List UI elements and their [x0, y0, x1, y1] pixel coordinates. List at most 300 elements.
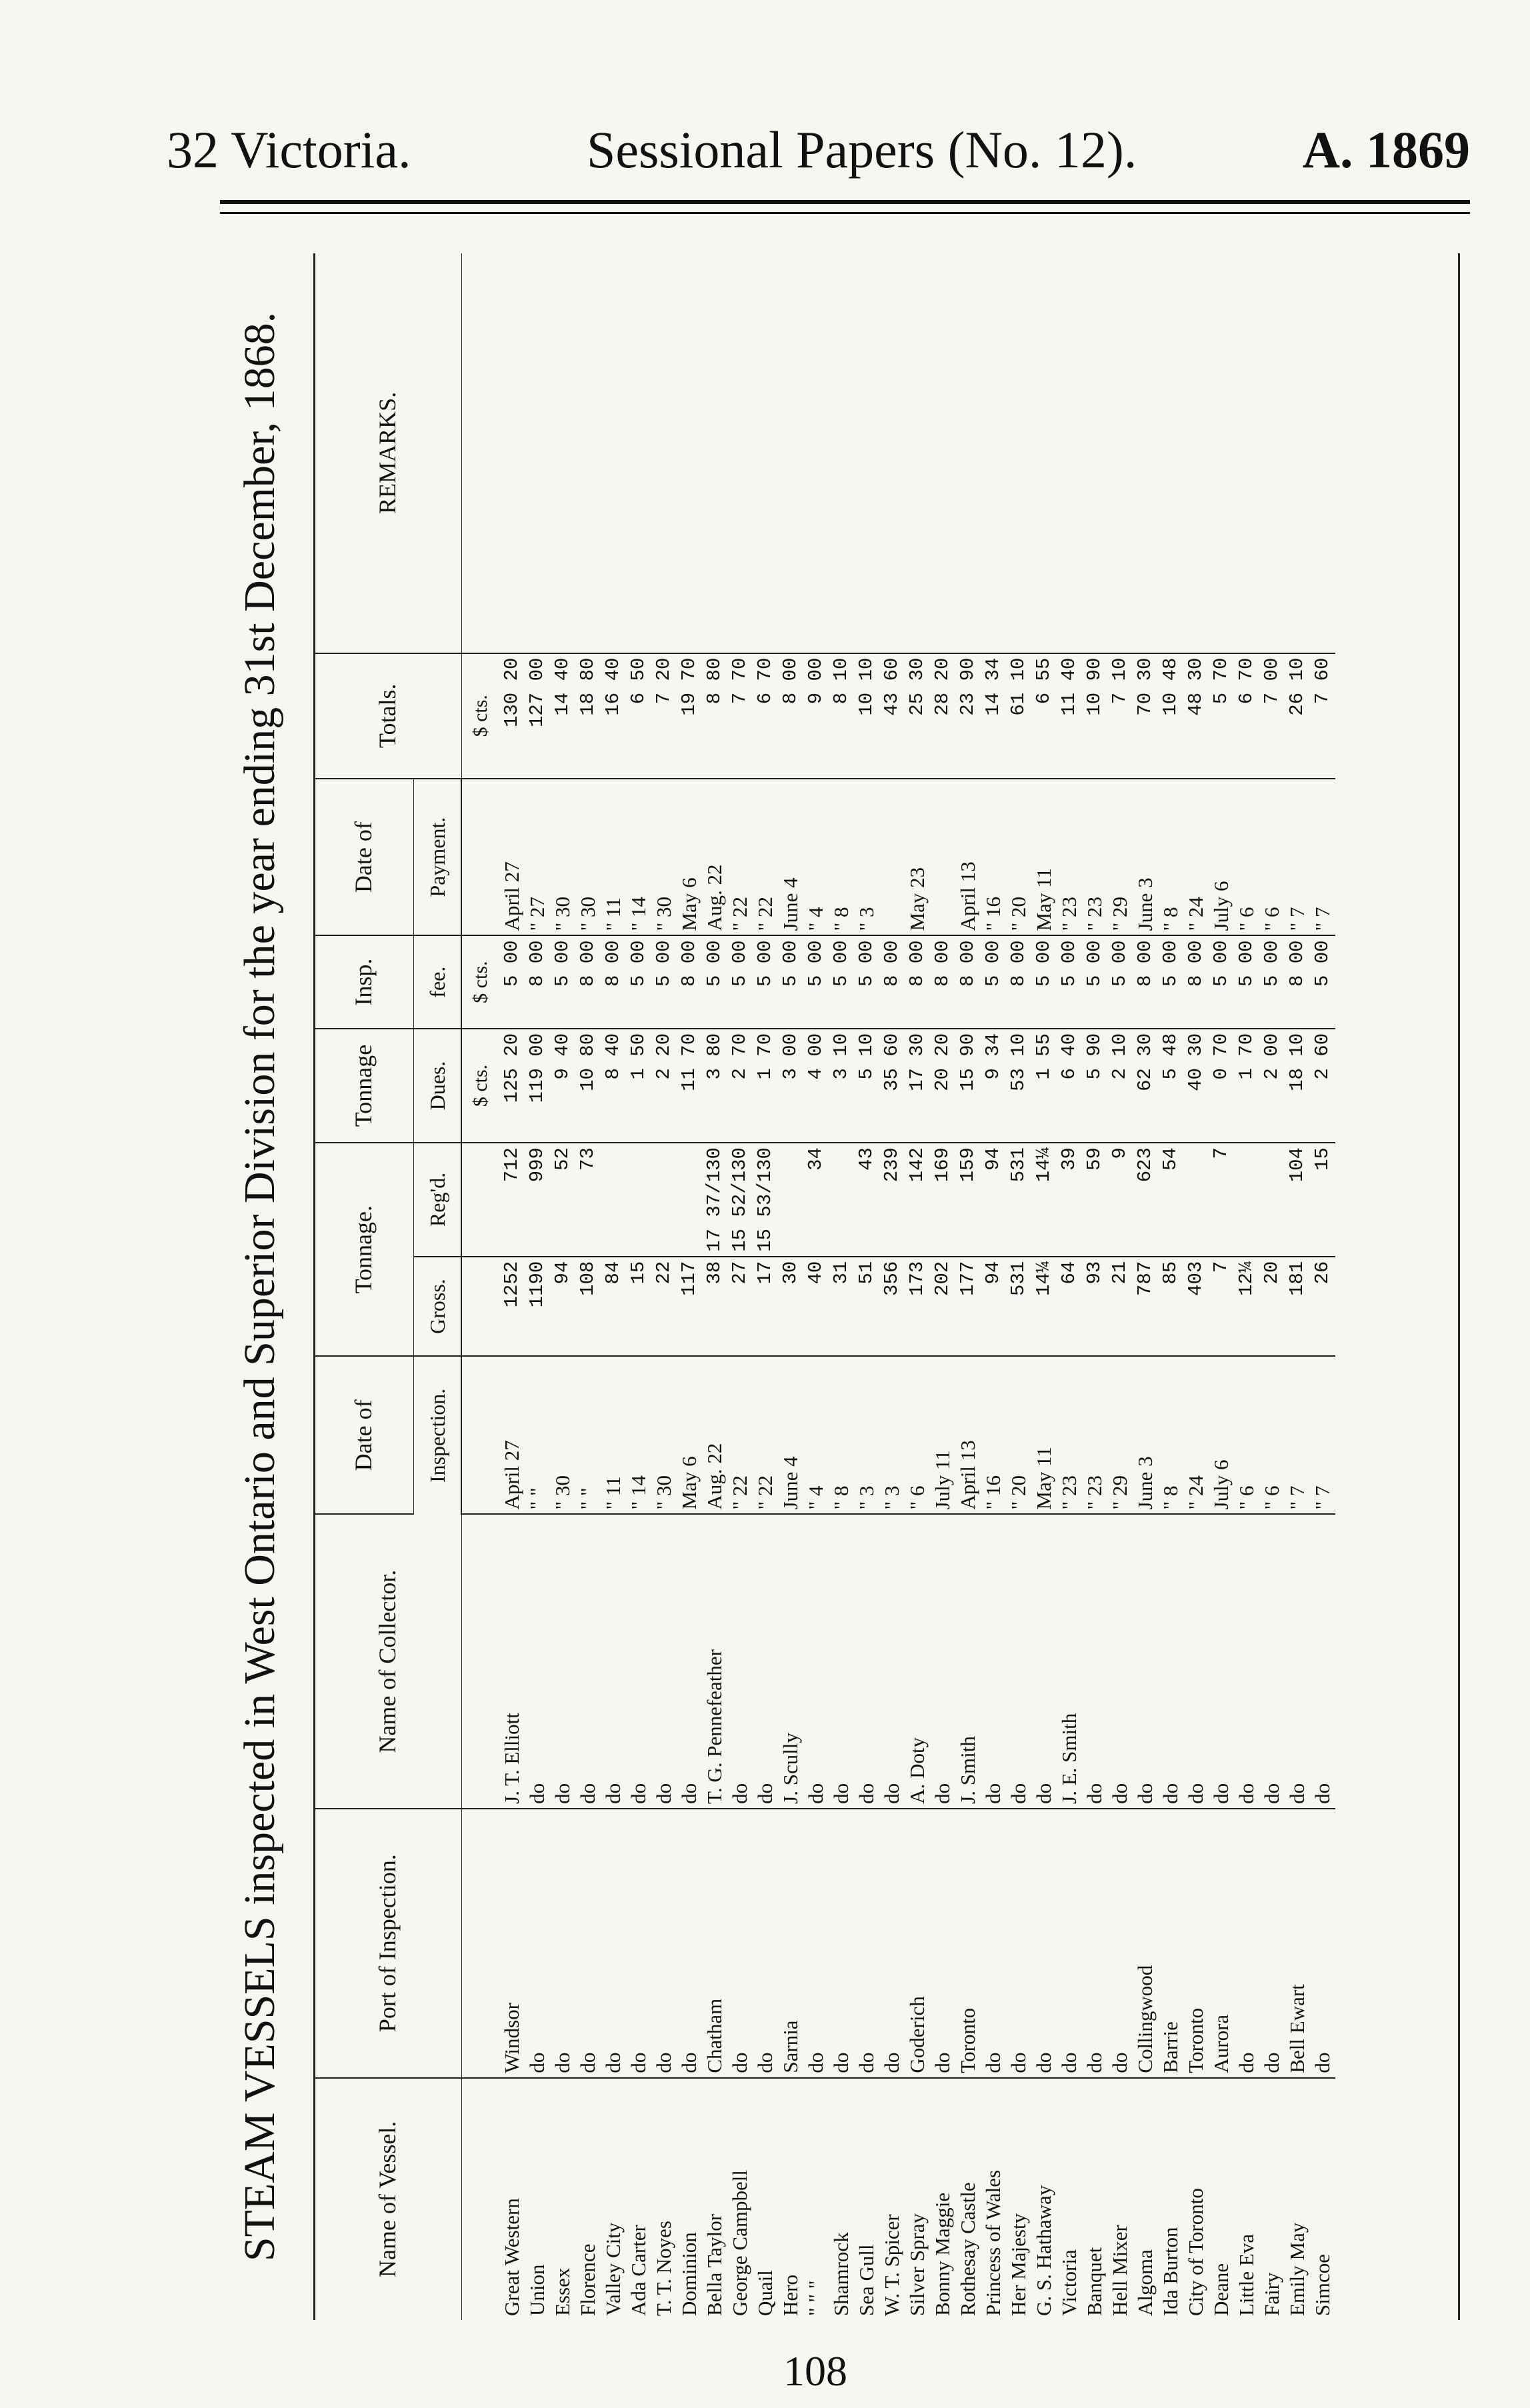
cell-remarks	[1133, 253, 1158, 653]
cell-total: 7 70	[727, 653, 753, 779]
cell-regd: 15	[1310, 1143, 1335, 1257]
cell-total: 130 20	[499, 653, 525, 779]
table-row	[1082, 253, 1107, 2320]
cell-vessel: Banquet	[1083, 2247, 1106, 2316]
cell-dues: 2 70	[727, 1029, 753, 1143]
cell-port: do	[1310, 1809, 1335, 2078]
cell-payment-date: May 23	[905, 779, 930, 936]
cell-inspection-date: " 11	[601, 1356, 626, 1514]
cell-inspection-date: " 22	[753, 1356, 778, 1514]
cell-port: Windsor	[499, 1809, 525, 2078]
cell-port: do	[753, 1809, 778, 2078]
cell-gross: 403	[1183, 1257, 1209, 1357]
cell-remarks	[1107, 253, 1133, 653]
cell-dues: 11 70	[677, 1029, 702, 1143]
cell-inspection-date: " 8	[829, 1356, 854, 1514]
cell-payment-date: June 3	[1133, 779, 1158, 936]
cell-dues: 5 90	[1082, 1029, 1107, 1143]
cell-gross: 94	[981, 1257, 1006, 1357]
cell-port: do	[1082, 1809, 1107, 2078]
cell-port: do	[575, 1809, 601, 2078]
cell-fee: 5 00	[981, 935, 1006, 1028]
cell-fee: 5 00	[1082, 935, 1107, 1028]
cell-inspection-date: " 6	[905, 1356, 930, 1514]
cell-regd: 17 37/130	[702, 1143, 727, 1257]
header-left: 32 Victoria.	[167, 121, 411, 179]
cell-inspection-date: " 7	[1285, 1356, 1310, 1514]
cell-dues: 125 20	[499, 1029, 525, 1143]
cell-vessel: Dominion	[677, 2232, 701, 2316]
cell-fee: 8 00	[905, 935, 930, 1028]
cell-fee: 8 00	[1133, 935, 1158, 1028]
cell-collector: A. Doty	[905, 1514, 930, 1808]
cell-remarks	[955, 253, 981, 653]
cell-port: do	[727, 1809, 753, 2078]
col-inspection: Inspection.	[414, 1356, 462, 1514]
cell-fee: 8 00	[1183, 935, 1209, 1028]
table-row	[778, 253, 803, 2320]
cell-vessel: Deane	[1209, 2263, 1233, 2316]
cell-fee: 5 00	[1234, 935, 1259, 1028]
cell-regd: 15 52/130	[727, 1143, 753, 1257]
cell-vessel: Hero	[779, 2275, 802, 2316]
table-title: STEAM VESSELS inspected in West Ontario and Superior Division for the year ending 31st December, 1868.	[235, 311, 284, 2262]
cell-gross: 30	[778, 1257, 803, 1357]
rotated-table-area	[220, 253, 1473, 2320]
cell-vessel: Her Majesty	[1007, 2213, 1030, 2316]
cell-port: Sarnia	[778, 1809, 803, 2078]
cell-payment-date: " 3	[854, 779, 879, 936]
cell-gross: 38	[702, 1257, 727, 1357]
cell-vessel: Bonny Maggie	[931, 2192, 954, 2316]
cell-payment-date: " 30	[575, 779, 601, 936]
cell-total: 10 90	[1082, 653, 1107, 779]
cell-collector: J. E. Smith	[1057, 1514, 1082, 1808]
table-row	[879, 253, 905, 2320]
cell-port: Chatham	[702, 1809, 727, 2078]
cell-inspection-date: " 23	[1057, 1356, 1082, 1514]
cell-payment-date: " 30	[550, 779, 575, 936]
cell-gross: 181	[1285, 1257, 1310, 1357]
cell-gross: 787	[1133, 1257, 1158, 1357]
cell-remarks	[525, 253, 550, 653]
cell-total: 25 30	[905, 653, 930, 779]
cell-vessel: Ida Burton	[1159, 2227, 1182, 2316]
cell-collector: do	[879, 1514, 905, 1808]
cell-regd: 73	[575, 1143, 601, 1257]
cell-remarks	[626, 253, 651, 653]
table-row	[905, 253, 930, 2320]
cell-vessel: Shamrock	[829, 2232, 853, 2316]
cell-total: 7 00	[1259, 653, 1285, 779]
cell-fee: 5 00	[727, 935, 753, 1028]
cell-inspection-date: June 4	[778, 1356, 803, 1514]
cell-payment-date: April 13	[955, 779, 981, 936]
cell-remarks	[753, 253, 778, 653]
cell-dues: 17 30	[905, 1029, 930, 1143]
cell-fee: 5 00	[803, 935, 829, 1028]
table-row	[1006, 253, 1031, 2320]
cell-collector: do	[854, 1514, 879, 1808]
cell-dues: 8 40	[601, 1029, 626, 1143]
cell-payment-date: " 27	[525, 779, 550, 936]
cell-remarks	[575, 253, 601, 653]
cell-vessel: Victoria	[1057, 2249, 1081, 2316]
cell-payment-date: " 7	[1285, 779, 1310, 936]
cell-total: 26 10	[1285, 653, 1310, 779]
header-center: Sessional Papers (No. 12).	[587, 121, 1137, 179]
cell-regd	[677, 1143, 702, 1257]
cell-vessel: Ada Carter	[627, 2225, 650, 2316]
cell-inspection-date: " 29	[1107, 1356, 1133, 1514]
cell-fee: 8 00	[575, 935, 601, 1028]
table-row	[981, 253, 1006, 2320]
cell-dues: 4 00	[803, 1029, 829, 1143]
cell-total: 8 00	[778, 653, 803, 779]
cell-inspection-date: " 23	[1082, 1356, 1107, 1514]
cell-fee: 5 00	[1031, 935, 1057, 1028]
cell-collector: J. Scully	[778, 1514, 803, 1808]
cell-total: 6 70	[1234, 653, 1259, 779]
cell-vessel: George Campbell	[728, 2170, 751, 2316]
table-row	[854, 253, 879, 2320]
cell-dues: 2 10	[1107, 1029, 1133, 1143]
cell-fee: 8 00	[1006, 935, 1031, 1028]
cell-vessel: Essex	[551, 2267, 574, 2316]
cell-regd	[651, 1143, 677, 1257]
table-row	[1310, 253, 1335, 2320]
cell-inspection-date: " 30	[651, 1356, 677, 1514]
cell-inspection-date: " "	[525, 1356, 550, 1514]
cell-remarks	[651, 253, 677, 653]
cell-port: do	[981, 1809, 1006, 2078]
cell-regd	[601, 1143, 626, 1257]
cell-port: do	[854, 1809, 879, 2078]
table-row	[702, 253, 727, 2320]
cell-dues: 35 60	[879, 1029, 905, 1143]
cell-vessel: Emily May	[1285, 2222, 1309, 2316]
table-row	[626, 253, 651, 2320]
header-right: A. 1869	[1302, 121, 1470, 179]
col-vessel: Name of Vessel.	[313, 2078, 461, 2320]
cell-fee: 5 00	[651, 935, 677, 1028]
cell-total: 18 80	[575, 653, 601, 779]
cell-gross: 14¼	[1031, 1257, 1057, 1357]
cell-collector: do	[1133, 1514, 1158, 1808]
cell-remarks	[829, 253, 854, 653]
cell-collector: do	[626, 1514, 651, 1808]
cell-gross: 31	[829, 1257, 854, 1357]
cell-total: 8 10	[829, 653, 854, 779]
cell-collector: do	[1209, 1514, 1234, 1808]
cell-port: do	[550, 1809, 575, 2078]
cell-inspection-date: " 7	[1310, 1356, 1335, 1514]
cell-fee: 5 00	[753, 935, 778, 1028]
cell-gross: 531	[1006, 1257, 1031, 1357]
cell-fee: 5 00	[1158, 935, 1183, 1028]
cell-payment-date: April 27	[499, 779, 525, 936]
cell-inspection-date: " 24	[1183, 1356, 1209, 1514]
cell-total: 6 50	[626, 653, 651, 779]
cell-inspection-date: " 3	[879, 1356, 905, 1514]
cell-gross: 202	[930, 1257, 955, 1357]
cell-port: do	[1107, 1809, 1133, 2078]
table-row	[753, 253, 778, 2320]
cell-remarks	[1082, 253, 1107, 653]
cell-gross: 1190	[525, 1257, 550, 1357]
cell-port: do	[803, 1809, 829, 2078]
cell-total: 6 55	[1031, 653, 1057, 779]
cell-gross: 84	[601, 1257, 626, 1357]
cell-fee: 8 00	[955, 935, 981, 1028]
cell-gross: 94	[550, 1257, 575, 1357]
cell-total: 14 34	[981, 653, 1006, 779]
cell-collector: do	[550, 1514, 575, 1808]
cell-regd	[829, 1143, 854, 1257]
cell-remarks	[981, 253, 1006, 653]
cell-payment-date: " 24	[1183, 779, 1209, 936]
cell-remarks	[1158, 253, 1183, 653]
cell-regd	[626, 1143, 651, 1257]
table-row	[1031, 253, 1057, 2320]
cell-vessel: Union	[525, 2264, 549, 2316]
cell-port: do	[1234, 1809, 1259, 2078]
cell-payment-date: " 6	[1259, 779, 1285, 936]
cell-payment-date: " 6	[1234, 779, 1259, 936]
cell-collector: do	[1234, 1514, 1259, 1808]
cell-gross: 108	[575, 1257, 601, 1357]
cell-dues: 10 80	[575, 1029, 601, 1143]
cell-total: 16 40	[601, 653, 626, 779]
cell-vessel: Hell Mixer	[1108, 2225, 1131, 2316]
cell-vessel: W. T. Spicer	[880, 2214, 903, 2316]
cell-vessel: City of Toronto	[1184, 2188, 1207, 2316]
cell-remarks	[905, 253, 930, 653]
cell-regd: 104	[1285, 1143, 1310, 1257]
cell-remarks	[1057, 253, 1082, 653]
cell-inspection-date: April 13	[955, 1356, 981, 1514]
cell-total: 28 20	[930, 653, 955, 779]
cell-vessel: Bella Taylor	[703, 2213, 726, 2316]
cell-fee: 5 00	[1107, 935, 1133, 1028]
cell-payment-date: " 23	[1082, 779, 1107, 936]
col-dues: Dues.	[414, 1029, 462, 1143]
cell-remarks	[778, 253, 803, 653]
cell-regd: 15 53/130	[753, 1143, 778, 1257]
cell-vessel: " " "	[804, 2280, 827, 2316]
cell-collector: do	[575, 1514, 601, 1808]
cell-payment-date: " 4	[803, 779, 829, 936]
cell-port: do	[525, 1809, 550, 2078]
cell-total: 7 20	[651, 653, 677, 779]
cell-fee: 5 00	[778, 935, 803, 1028]
cell-regd	[1234, 1143, 1259, 1257]
col-fee: fee.	[414, 935, 462, 1028]
cell-collector: do	[677, 1514, 702, 1808]
cell-collector: J. Smith	[955, 1514, 981, 1808]
cell-regd: 169	[930, 1143, 955, 1257]
cell-inspection-date: July 11	[930, 1356, 955, 1514]
cell-fee: 5 00	[1209, 935, 1234, 1028]
cell-port: Bell Ewart	[1285, 1809, 1310, 2078]
cell-dues: 53 10	[1006, 1029, 1031, 1143]
cell-remarks	[1310, 253, 1335, 653]
cell-gross: 22	[651, 1257, 677, 1357]
cell-collector: do	[930, 1514, 955, 1808]
cell-fee: 5 00	[1259, 935, 1285, 1028]
cell-inspection-date: " 6	[1234, 1356, 1259, 1514]
cell-vessel: Quail	[753, 2270, 777, 2316]
cell-vessel: Valley City	[601, 2222, 625, 2316]
table-row	[930, 253, 955, 2320]
cell-regd: 142	[905, 1143, 930, 1257]
table-row	[499, 253, 525, 2320]
cell-port: Goderich	[905, 1809, 930, 2078]
table-row	[1158, 253, 1183, 2320]
cell-fee: 5 00	[854, 935, 879, 1028]
cell-inspection-date: " "	[575, 1356, 601, 1514]
cell-payment-date: " 11	[601, 779, 626, 936]
cell-remarks	[727, 253, 753, 653]
table-row	[727, 253, 753, 2320]
cell-remarks	[854, 253, 879, 653]
cell-vessel: Rothesay Castle	[956, 2182, 979, 2316]
cell-regd: 623	[1133, 1143, 1158, 1257]
cell-dues: 62 30	[1133, 1029, 1158, 1143]
cell-gross: 7	[1209, 1257, 1234, 1357]
cell-remarks	[1234, 253, 1259, 653]
cell-inspection-date: " 30	[550, 1356, 575, 1514]
cell-dues: 18 10	[1285, 1029, 1310, 1143]
cell-vessel: Sea Gull	[855, 2244, 878, 2316]
cell-total: 19 70	[677, 653, 702, 779]
cell-payment-date: May 6	[677, 779, 702, 936]
unit-totals: $ cts.	[461, 653, 499, 779]
cell-vessel: Simcoe	[1311, 2254, 1334, 2316]
table-row	[651, 253, 677, 2320]
cell-total: 14 40	[550, 653, 575, 779]
cell-regd: 94	[981, 1143, 1006, 1257]
cell-port: do	[1057, 1809, 1082, 2078]
cell-gross: 15	[626, 1257, 651, 1357]
table-row	[1234, 253, 1259, 2320]
cell-gross: 64	[1057, 1257, 1082, 1357]
cell-total: 10 10	[854, 653, 879, 779]
cell-payment-date	[930, 779, 955, 936]
cell-regd: 239	[879, 1143, 905, 1257]
cell-gross: 27	[727, 1257, 753, 1357]
cell-regd: 59	[1082, 1143, 1107, 1257]
cell-regd: 52	[550, 1143, 575, 1257]
col-dues-group: Tonnage	[313, 1029, 414, 1143]
cell-port: do	[601, 1809, 626, 2078]
cell-vessel: Little Eva	[1235, 2233, 1258, 2316]
cell-remarks	[499, 253, 525, 653]
cell-port: do	[829, 1809, 854, 2078]
table-row	[829, 253, 854, 2320]
cell-dues: 9 34	[981, 1029, 1006, 1143]
cell-inspection-date: " 6	[1259, 1356, 1285, 1514]
cell-fee: 8 00	[677, 935, 702, 1028]
cell-regd: 9	[1107, 1143, 1133, 1257]
cell-total: 7 10	[1107, 653, 1133, 779]
table-row	[1183, 253, 1209, 2320]
cell-port: Toronto	[955, 1809, 981, 2078]
cell-inspection-date: " 3	[854, 1356, 879, 1514]
cell-payment-date: " 14	[626, 779, 651, 936]
cell-regd: 14¼	[1031, 1143, 1057, 1257]
cell-dues: 1 50	[626, 1029, 651, 1143]
cell-regd: 712	[499, 1143, 525, 1257]
table-row	[601, 253, 626, 2320]
cell-payment-date: " 8	[1158, 779, 1183, 936]
cell-gross: 51	[854, 1257, 879, 1357]
cell-total: 48 30	[1183, 653, 1209, 779]
cell-collector: do	[1259, 1514, 1285, 1808]
cell-port: do	[879, 1809, 905, 2078]
cell-collector: do	[1031, 1514, 1057, 1808]
cell-gross: 17	[753, 1257, 778, 1357]
cell-fee: 8 00	[525, 935, 550, 1028]
cell-dues: 119 00	[525, 1029, 550, 1143]
cell-gross: 12¼	[1234, 1257, 1259, 1357]
cell-total: 11 40	[1057, 653, 1082, 779]
cell-dues: 1 70	[1234, 1029, 1259, 1143]
cell-inspection-date: July 6	[1209, 1356, 1234, 1514]
cell-payment-date	[879, 779, 905, 936]
cell-regd: 159	[955, 1143, 981, 1257]
table-row	[1107, 253, 1133, 2320]
cell-collector: do	[981, 1514, 1006, 1808]
cell-inspection-date: May 11	[1031, 1356, 1057, 1514]
cell-collector: do	[1158, 1514, 1183, 1808]
cell-inspection-date: " 22	[727, 1356, 753, 1514]
cell-dues: 5 48	[1158, 1029, 1183, 1143]
table-row	[1057, 253, 1082, 2320]
cell-fee: 5 00	[499, 935, 525, 1028]
cell-gross: 173	[905, 1257, 930, 1357]
cell-remarks	[702, 253, 727, 653]
cell-port: do	[1031, 1809, 1057, 2078]
table-row	[525, 253, 550, 2320]
cell-dues: 6 40	[1057, 1029, 1082, 1143]
cell-vessel: Princess of Wales	[981, 2169, 1005, 2316]
col-collector: Name of Collector.	[313, 1514, 461, 1808]
cell-collector: do	[829, 1514, 854, 1808]
cell-regd: 34	[803, 1143, 829, 1257]
unit-fee: $ cts.	[461, 935, 499, 1028]
cell-gross: 1252	[499, 1257, 525, 1357]
cell-vessel: Fairy	[1260, 2272, 1283, 2316]
cell-remarks	[1031, 253, 1057, 653]
cell-fee: 5 00	[1057, 935, 1082, 1028]
cell-payment-date: " 29	[1107, 779, 1133, 936]
cell-fee: 5 00	[702, 935, 727, 1028]
cell-total: 10 48	[1158, 653, 1183, 779]
cell-collector: do	[651, 1514, 677, 1808]
cell-inspection-date: May 6	[677, 1356, 702, 1514]
cell-collector: do	[1006, 1514, 1031, 1808]
col-remarks: REMARKS.	[313, 253, 461, 653]
cell-remarks	[1209, 253, 1234, 653]
cell-dues: 2 20	[651, 1029, 677, 1143]
cell-gross: 93	[1082, 1257, 1107, 1357]
cell-remarks	[550, 253, 575, 653]
cell-gross: 26	[1310, 1257, 1335, 1357]
cell-port: Toronto	[1183, 1809, 1209, 2078]
cell-remarks	[879, 253, 905, 653]
cell-payment-date: May 11	[1031, 779, 1057, 936]
